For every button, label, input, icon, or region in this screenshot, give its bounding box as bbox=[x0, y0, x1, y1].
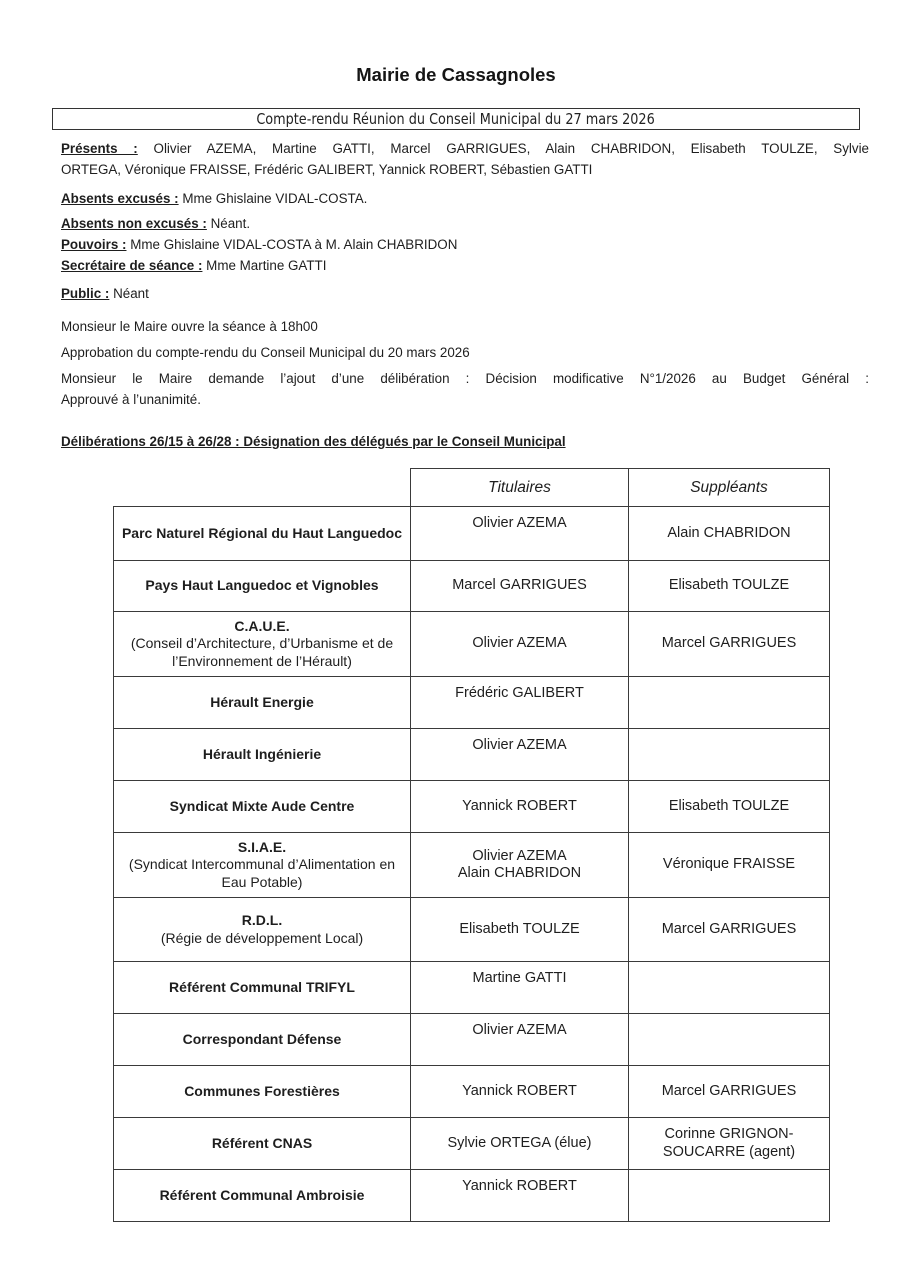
table-row bbox=[114, 1066, 830, 1118]
titulaires-cell: Olivier AZEMA bbox=[411, 507, 629, 561]
presents-line-1 bbox=[61, 138, 869, 159]
table-row bbox=[114, 833, 830, 898]
org-cell: Syndicat Mixte Aude Centre bbox=[114, 781, 411, 833]
suppleants-cell: Véronique FRAISSE bbox=[629, 833, 830, 898]
absents-non-excuses-line bbox=[61, 213, 869, 234]
meeting-subtitle-box bbox=[52, 108, 860, 130]
approval-line: Approbation du compte-rendu du Conseil Municipal du 20 mars 2026 bbox=[61, 345, 470, 360]
suppleants-cell: Marcel GARRIGUES bbox=[629, 612, 830, 677]
deliberations-heading: Délibérations 26/15 à 26/28 : Désignation des délégués par le Conseil Municipal bbox=[61, 434, 566, 449]
titulaires-cell: Olivier AZEMA bbox=[411, 1014, 629, 1066]
table-row bbox=[114, 1118, 830, 1170]
public-value: Néant bbox=[113, 286, 149, 301]
header-titulaires: Titulaires bbox=[411, 469, 629, 507]
org-description: (Régie de développement Local) bbox=[160, 929, 364, 946]
table-row bbox=[114, 1170, 830, 1222]
deliberations-heading-wrap bbox=[61, 431, 869, 452]
table-row bbox=[114, 612, 830, 677]
org-cell: Correspondant Défense bbox=[114, 1014, 411, 1066]
suppleants-cell bbox=[629, 1014, 830, 1066]
titulaires-cell: Elisabeth TOULZE bbox=[411, 898, 629, 962]
presents-names-2: ORTEGA, Véronique FRAISSE, Frédéric GALIBERT, Yannick ROBERT, Sébastien GATTI bbox=[61, 162, 593, 177]
suppleants-cell: Elisabeth TOULZE bbox=[629, 781, 830, 833]
addition-line-1: Monsieur le Maire demande l’ajout d’une délibération : Décision modificative N°1/2026 au Budget Général : bbox=[61, 371, 869, 386]
titulaires-cell: Olivier AZEMA bbox=[411, 729, 629, 781]
addition-paragraph bbox=[61, 368, 869, 410]
secretaire-label: Secrétaire de séance : bbox=[61, 258, 203, 273]
public-line bbox=[61, 283, 869, 304]
secretaire-line bbox=[61, 255, 869, 276]
absents-excuses-value: Mme Ghislaine VIDAL-COSTA. bbox=[182, 191, 368, 206]
absents-non-excuses-label: Absents non excusés : bbox=[61, 216, 207, 231]
presents-names-1: Olivier AZEMA, Martine GATTI, Marcel GARRIGUES, Alain CHABRIDON, Elisabeth TOULZE, Sylvie bbox=[153, 141, 869, 156]
titulaires-cell: Martine GATTI bbox=[411, 962, 629, 1014]
org-cell: Référent Communal Ambroisie bbox=[114, 1170, 411, 1222]
suppleants-cell: Corinne GRIGNON-SOUCARRE (agent) bbox=[629, 1118, 830, 1170]
header-suppleants: Suppléants bbox=[629, 469, 830, 507]
org-cell bbox=[114, 833, 411, 898]
org-name: R.D.L. bbox=[241, 912, 283, 928]
titulaire-name: Alain CHABRIDON bbox=[457, 865, 582, 881]
org-cell: Hérault Energie bbox=[114, 677, 411, 729]
secretaire-value: Mme Martine GATTI bbox=[206, 258, 327, 273]
opening-line: Monsieur le Maire ouvre la séance à 18h00 bbox=[61, 319, 318, 334]
org-name: S.I.A.E. bbox=[237, 838, 287, 855]
absents-excuses-line bbox=[61, 188, 869, 209]
table-row bbox=[114, 729, 830, 781]
table-row bbox=[114, 561, 830, 612]
titulaires-cell: Olivier AZEMA bbox=[411, 612, 629, 677]
titulaires-cell: Yannick ROBERT bbox=[411, 1170, 629, 1222]
suppleants-cell: Marcel GARRIGUES bbox=[629, 1066, 830, 1118]
org-cell bbox=[114, 507, 411, 561]
public-label: Public : bbox=[61, 286, 110, 301]
titulaires-cell: Sylvie ORTEGA (élue) bbox=[411, 1118, 629, 1170]
suppleants-cell: Alain CHABRIDON bbox=[629, 507, 830, 561]
header-corner bbox=[114, 469, 411, 507]
org-description: (Syndicat Intercommunal d’Alimentation en Eau Potable) bbox=[128, 856, 396, 890]
org-cell: Pays Haut Languedoc et Vignobles bbox=[114, 561, 411, 612]
presents-label: Présents : bbox=[61, 141, 138, 156]
absents-excuses-label: Absents excusés : bbox=[61, 191, 179, 206]
pouvoirs-value: Mme Ghislaine VIDAL-COSTA à M. Alain CHABRIDON bbox=[130, 237, 458, 252]
suppleants-cell bbox=[629, 962, 830, 1014]
suppleants-cell bbox=[629, 729, 830, 781]
pouvoirs-line bbox=[61, 234, 869, 255]
org-cell bbox=[114, 612, 411, 677]
suppleants-cell: Elisabeth TOULZE bbox=[629, 561, 830, 612]
presents-paragraph bbox=[61, 138, 869, 180]
org-cell: Référent CNAS bbox=[114, 1118, 411, 1170]
titulaire-name: Olivier AZEMA bbox=[472, 847, 567, 864]
page-title: Mairie de Cassagnoles bbox=[356, 64, 556, 85]
org-description: (Conseil d’Architecture, d’Urbanisme et de l’Environnement de l’Hérault) bbox=[130, 635, 394, 669]
table-row bbox=[114, 677, 830, 729]
table-row bbox=[114, 898, 830, 962]
absents-non-excuses-value: Néant. bbox=[210, 216, 251, 231]
pouvoirs-label: Pouvoirs : bbox=[61, 237, 127, 252]
table-row bbox=[114, 1014, 830, 1066]
table-row bbox=[114, 507, 830, 561]
org-cell: Référent Communal TRIFYL bbox=[114, 962, 411, 1014]
org-cell bbox=[114, 898, 411, 962]
org-name: Parc Naturel Régional du Haut Languedoc bbox=[121, 524, 403, 541]
addition-line-2: Approuvé à l’unanimité. bbox=[61, 392, 201, 407]
meeting-subtitle: Compte-rendu Réunion du Conseil Municipal du 27 mars 2026 bbox=[256, 110, 656, 128]
suppleants-cell bbox=[629, 1170, 830, 1222]
suppleants-cell bbox=[629, 677, 830, 729]
suppleants-cell: Marcel GARRIGUES bbox=[629, 898, 830, 962]
table-row bbox=[114, 962, 830, 1014]
table-row bbox=[114, 781, 830, 833]
org-cell: Communes Forestières bbox=[114, 1066, 411, 1118]
org-cell: Hérault Ingénierie bbox=[114, 729, 411, 781]
titulaires-cell bbox=[411, 833, 629, 898]
org-name: C.A.U.E. bbox=[234, 617, 290, 634]
table-header-row bbox=[114, 469, 830, 507]
titulaires-cell: Yannick ROBERT bbox=[411, 781, 629, 833]
titulaires-cell: Frédéric GALIBERT bbox=[411, 677, 629, 729]
titulaires-cell: Yannick ROBERT bbox=[411, 1066, 629, 1118]
titulaires-cell: Marcel GARRIGUES bbox=[411, 561, 629, 612]
delegates-table bbox=[113, 468, 830, 1222]
